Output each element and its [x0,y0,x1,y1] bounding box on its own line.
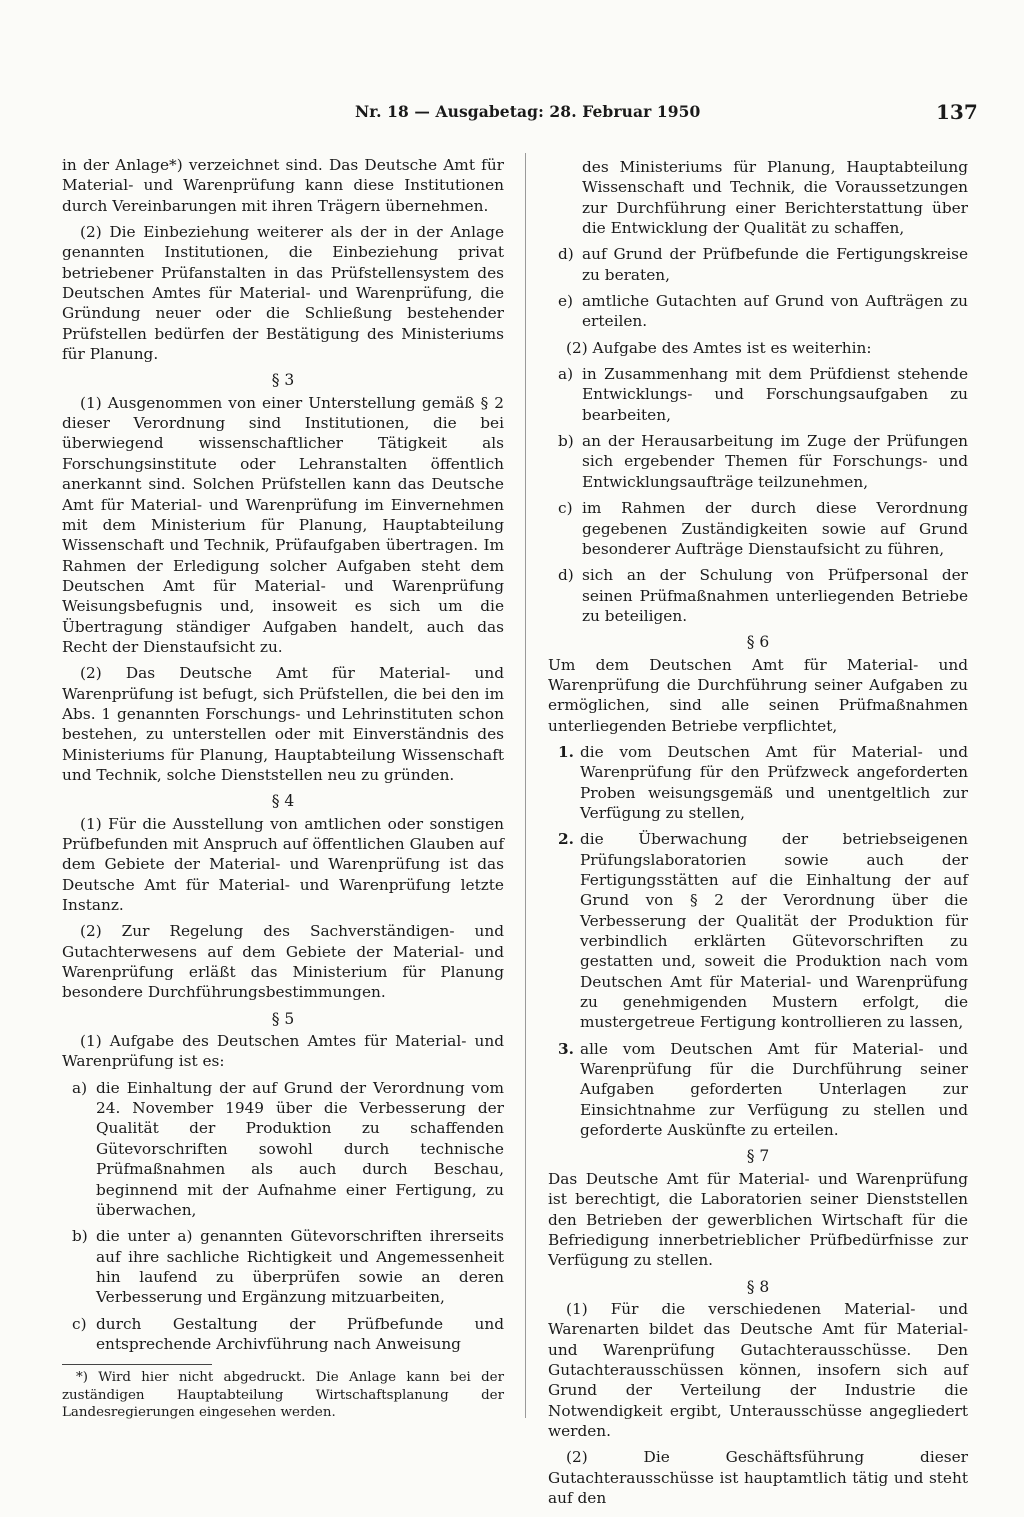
paragraph: Um dem Deutschen Amt für Material- und Warenprüfung die Durchführung seiner Aufgaben zu ermöglichen, sind alle seinen Prüfmaßnahmen unterliegenden Betriebe verpflichtet, [548,655,968,735]
list-item [558,829,968,1032]
list-item [558,565,968,626]
item-label: d) [558,245,574,264]
item-text: die Überwachung der betriebseigenen Prüfungslaboratorien sowie auch der Fertigungsstätten auf die Einhaltung der auf Grund von § 2 der Verordnung über die Verbesserung der Qualität der Produktion für verbindlich erklärten Gütevorschriften zu gestatten und, soweit die Produktion nach vom Deutschen Amt für Material- und Warenprüfung zu genehmigenden Mustern erfolgt, die mustergetreue Fertigung kontrollieren zu lassen, [580,830,968,1032]
paragraph: (2) Aufgabe des Amtes ist es weiterhin: [566,338,872,357]
item-label: b) [558,432,574,451]
list-item [558,244,968,285]
item-text: alle vom Deutschen Amt für Material- und Warenprüfung für die Durchführung seiner Aufgaben geforderten Unterlagen zur Einsichtnahme zur Verfügung zu stellen und geforderte Auskünfte zu erteilen. [580,1039,968,1140]
item-text: des Ministeriums für Planung, Hauptabteilung Wissenschaft und Technik, die Voraussetzungen zur Durchführung einer Berichterstattung über die Entwicklung der Qualität zu schaffen, [582,158,968,238]
page-number: 137 [936,100,978,124]
item-label: 1. [558,742,574,761]
list-item [558,1039,968,1141]
paragraph: (2) Zur Regelung des Sachverständigen- und Gutachterwesens auf dem Gebiete der Material- und Warenprüfung erläßt das Ministerium für Planung besondere Durchführungsbestimmungen. [62,922,504,1002]
item-label: e) [558,292,574,311]
section-heading-3: § 3 [271,371,295,390]
item-text: in Zusammenhang mit dem Prüfdienst stehende Entwicklungs- und Forschungsaufgaben zu bearbeiten, [582,365,968,424]
column-divider [525,153,526,1418]
section-heading-7: § 7 [746,1147,770,1166]
list-item [558,291,968,332]
item-label: b) [72,1227,88,1246]
item-text: sich an der Schulung von Prüfpersonal der seinen Prüfmaßnahmen unterliegenden Betriebe zu beteiligen. [582,566,968,625]
item-label: 2. [558,830,574,849]
item-label: c) [558,499,573,518]
list-item [72,1314,504,1355]
footnote: *) Wird hier nicht abgedruckt. Die Anlage kann bei der zuständigen Hauptabteilung Wirtschaftsplanung der Landesregierungen eingesehen werden. [62,1370,504,1421]
item-label: c) [72,1314,87,1333]
list [62,1078,504,1354]
item-text: an der Herausarbeitung im Zuge der Prüfungen sich ergebender Themen für Forschungs- und Entwicklungsaufträge teilzunehmen, [582,432,968,491]
item-label: 3. [558,1039,574,1058]
list-item [558,364,968,425]
item-label: a) [72,1078,88,1097]
item-text: die unter a) genannten Gütevorschriften ihrerseits auf ihre sachliche Richtigkeit und Angemessenheit hin laufend zu überprüfen sowie an deren Verbesserung und Ergänzung mitzuarbeiten, [96,1227,504,1307]
item-text: die vom Deutschen Amt für Material- und Warenprüfung für den Prüfzweck angeforderten Proben weisungsgemäß und unentgeltlich zur Verfügung zu stellen, [580,742,968,822]
item-text: die Einhaltung der auf Grund der Verordnung vom 24. November 1949 über die Verbesserung der Qualität der Produktion zu schaffenden Gütevorschriften sowohl durch technische Prüfmaßnahmen als auch durch Beschau, beginnend mit der Aufnahme einer Fertigung, zu überwachen, [96,1078,504,1219]
item-label [558,157,582,238]
paragraph: (1) Aufgabe des Deutschen Amtes für Material- und Warenprüfung ist es: [62,1032,504,1071]
page-header [0,100,1024,130]
paragraph: (1) Ausgenommen von einer Unterstellung gemäß § 2 dieser Verordnung sind Institutionen, die bei überwiegend wissenschaftlicher Tätigkeit als Forschungsinstitute oder Lehranstalten öffentlich anerkannt sind. Solchen Prüfstellen kann das Deutsche Amt für Material- und Warenprüfung im Einvernehmen mit dem Ministerium für Planung, Hauptabteilung Wissenschaft und Technik, Prüfaufgaben übertragen. Im Rahmen der Erledigung solcher Aufgaben steht dem Deutschen Amt für Material- und Warenprüfung Weisungsbefugnis und, insoweit es sich um die Übertragung ständiger Aufgaben handelt, auch das Recht der Dienstaufsicht zu. [62,393,504,656]
item-text: auf Grund der Prüfbefunde die Fertigungskreise zu beraten, [582,245,968,284]
paragraph: (1) Für die Ausstellung von amtlichen oder sonstigen Prüfbefunden mit Anspruch auf öffentlichen Glauben auf dem Gebiete der Material- und Warenprüfung ist das Deutsche Amt für Material- und Warenprüfung letzte Instanz. [62,814,504,915]
list-item [558,431,968,492]
numbered-list [548,742,968,1141]
list-item [72,1226,504,1307]
section-heading-5: § 5 [271,1009,295,1028]
item-text: amtliche Gutachten auf Grund von Aufträgen zu erteilen. [582,292,968,331]
section-heading-6: § 6 [746,633,770,652]
paragraph: in der Anlage*) verzeichnet sind. Das Deutsche Amt für Material- und Warenprüfung kann diese Institutionen durch Vereinbarungen mit ihren Trägern übernehmen. [62,156,504,215]
section-heading-8: § 8 [746,1277,770,1296]
item-label: d) [558,566,574,585]
paragraph: Das Deutsche Amt für Material- und Warenprüfung ist berechtigt, die Laboratorien seiner Dienststellen den Betrieben der gewerblichen Wirtschaft für die Befriedigung innerbetrieblicher Prüfbedürfnisse zur Verfügung zu stellen. [548,1169,968,1270]
footnote-rule [62,1364,212,1365]
issue-line: Nr. 18 — Ausgabetag: 28. Februar 1950 [355,102,701,121]
list-item [558,498,968,559]
right-column [548,157,968,1514]
section-heading-4: § 4 [271,792,295,811]
item-text: im Rahmen der durch diese Verordnung gegebenen Zuständigkeiten sowie auf Grund besonderer Aufträge Dienstaufsicht zu führen, [582,499,968,558]
list-item [558,742,968,823]
item-label: a) [558,365,574,384]
paragraph: (2) Die Geschäftsführung dieser Gutachterausschüsse ist hauptamtlich tätig und steht auf den [548,1448,968,1507]
paragraph: (2) Das Deutsche Amt für Material- und Warenprüfung ist befugt, sich Prüfstellen, die bei den im Abs. 1 genannten Forschungs- und Lehrinstituten schon bestehen, zu unterstellen oder mit Einverständnis des Ministeriums für Planung, Hauptabteilung Wissenschaft und Technik, solche Dienststellen neu zu gründen. [62,664,504,784]
paragraph: (1) Für die verschiedenen Material- und Warenarten bildet das Deutsche Amt für Material- und Warenprüfung Gutachterausschüsse. Den Gutachterausschüssen können, insofern sich auf Grund der Verteilung der Industrie die Notwendigkeit ergibt, Unterausschüsse angegliedert werden. [548,1299,968,1440]
item-text: durch Gestaltung der Prüfbefunde und entsprechende Archivführung nach Anweisung [96,1314,504,1353]
list-item [558,157,968,238]
list-item [72,1078,504,1220]
paragraph: (2) Die Einbeziehung weiterer als der in der Anlage genannten Institutionen, die Einbeziehung privat betriebener Prüfanstalten in das Prüfstellensystem des Deutschen Amtes für Material- und Warenprüfung, die Gründung neuer oder die Schließung bestehender Prüfstellen bedürfen der Bestätigung des Ministeriums für Planung. [62,223,504,364]
list [548,157,968,332]
left-column [62,155,504,1422]
list [548,364,968,626]
